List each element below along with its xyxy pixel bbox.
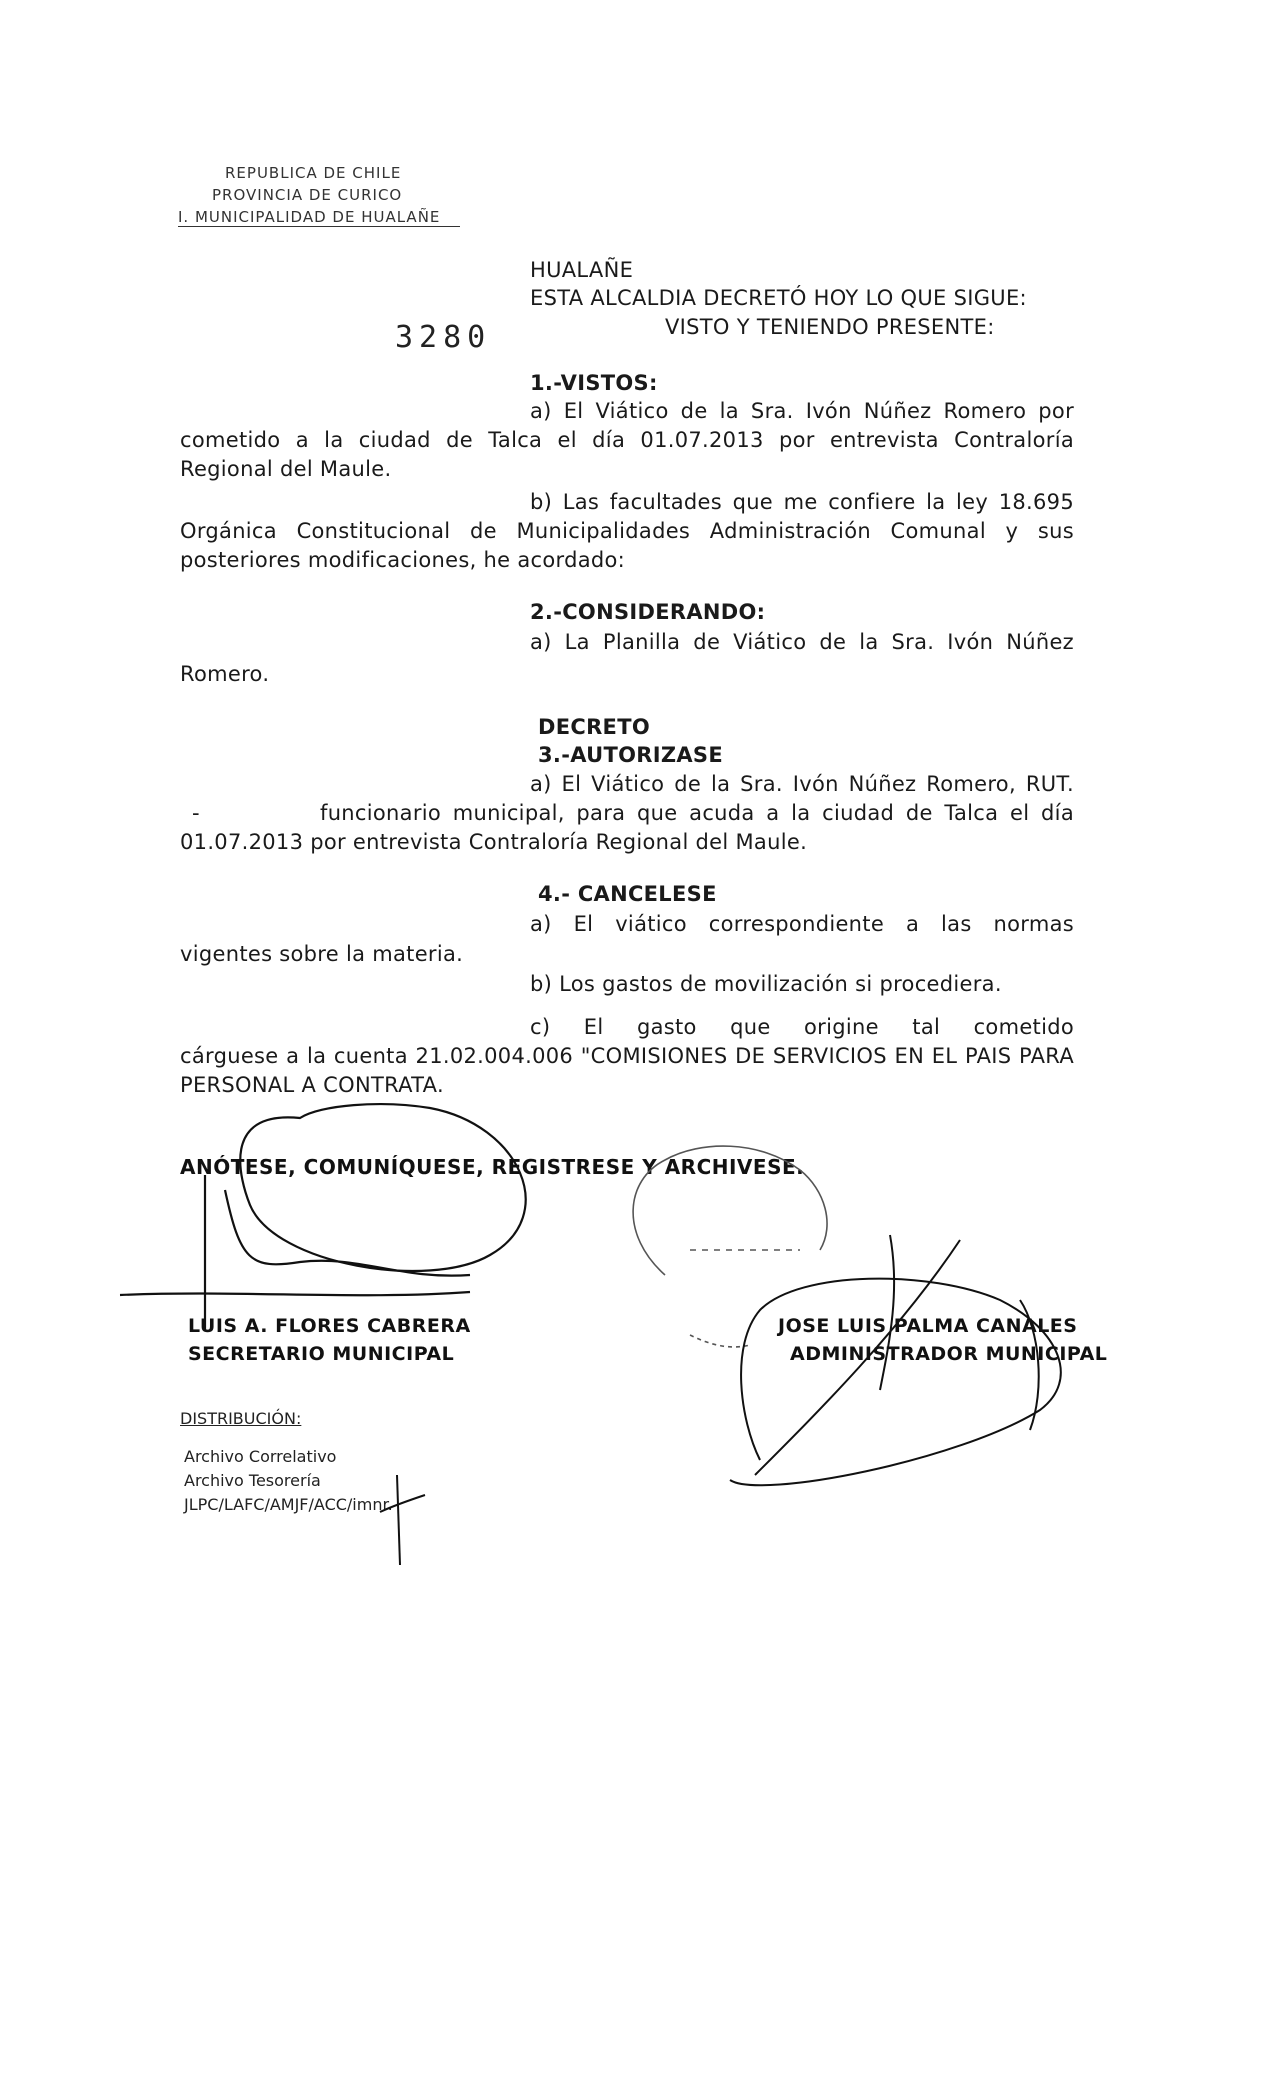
vistos-a-line3: Regional del Maule.: [180, 457, 392, 481]
section-autorizase-title: 3.-AUTORIZASE: [538, 743, 723, 767]
cancelese-c-line3: PERSONAL A CONTRATA.: [180, 1073, 444, 1097]
vistos-b-line2: Orgánica Constitucional de Municipalidades Administración Comunal y sus: [180, 519, 1074, 543]
decreto-title: DECRETO: [538, 715, 650, 739]
vistos-b-line1: b) Las facultades que me confiere la ley 18.695: [530, 490, 1074, 514]
cancelese-c-line1: c) El gasto que origine tal cometido: [530, 1015, 1074, 1039]
autorizase-a-line1: a) El Viático de la Sra. Ivón Núñez Romero, RUT.: [530, 772, 1074, 796]
distribution-item: JLPC/LAFC/AMJF/ACC/imnr.: [184, 1495, 393, 1514]
vistos-b-line3: posteriores modificaciones, he acordado:: [180, 548, 626, 572]
header-republic: REPUBLICA DE CHILE: [225, 164, 402, 182]
cancelese-a-line2: vigentes sobre la materia.: [180, 942, 464, 966]
section-vistos-title: 1.-VISTOS:: [530, 371, 658, 395]
distribution-title: DISTRIBUCIÓN:: [180, 1409, 302, 1428]
right-signer-title: ADMINISTRADOR MUNICIPAL: [790, 1343, 1108, 1365]
section-considerando-title: 2.-CONSIDERANDO:: [530, 600, 766, 624]
autorizase-a-line3: 01.07.2013 por entrevista Contraloría Regional del Maule.: [180, 830, 808, 854]
header-province: PROVINCIA DE CURICO: [212, 186, 403, 204]
decree-number: 3280: [395, 320, 492, 355]
section-cancelese-title: 4.- CANCELESE: [538, 882, 717, 906]
distribution-item: Archivo Tesorería: [184, 1471, 321, 1490]
right-signer-name: JOSE LUIS PALMA CANALES: [778, 1315, 1078, 1337]
considerando-a-line1: a) La Planilla de Viático de la Sra. Ivón Núñez: [530, 630, 1074, 654]
left-signer-name: LUIS A. FLORES CABRERA: [188, 1315, 471, 1337]
closing-statement: ANÓTESE, COMUNÍQUESE, REGISTRESE Y ARCHIVESE.: [180, 1155, 805, 1179]
considerando-a-line2: Romero.: [180, 662, 270, 686]
left-signature-drawing: [120, 1104, 526, 1330]
cancelese-a-line1: a) El viático correspondiente a las normas: [530, 912, 1074, 936]
cancelese-c-line2: cárguese a la cuenta 21.02.004.006 "COMISIONES DE SERVICIOS EN EL PAIS PARA: [180, 1044, 1074, 1068]
vistos-a-line2: cometido a la ciudad de Talca el día 01.07.2013 por entrevista Contraloría: [180, 428, 1074, 452]
place-name: HUALAÑE: [530, 258, 634, 282]
rut-blank: -: [192, 801, 200, 825]
vistos-a-line1: a) El Viático de la Sra. Ivón Núñez Romero por: [530, 399, 1074, 423]
cancelese-b: b) Los gastos de movilización si procediera.: [530, 972, 1002, 996]
visto-heading: VISTO Y TENIENDO PRESENTE:: [665, 315, 995, 339]
header-municipality: I. MUNICIPALIDAD DE HUALAÑE: [178, 208, 460, 227]
left-signer-title: SECRETARIO MUNICIPAL: [188, 1343, 455, 1365]
decree-statement: ESTA ALCALDIA DECRETÓ HOY LO QUE SIGUE:: [530, 286, 1027, 310]
autorizase-a-line2: funcionario municipal, para que acuda a la ciudad de Talca el día: [320, 801, 1074, 825]
initial-mark-drawing: [380, 1475, 425, 1565]
distribution-item: Archivo Correlativo: [184, 1447, 337, 1466]
